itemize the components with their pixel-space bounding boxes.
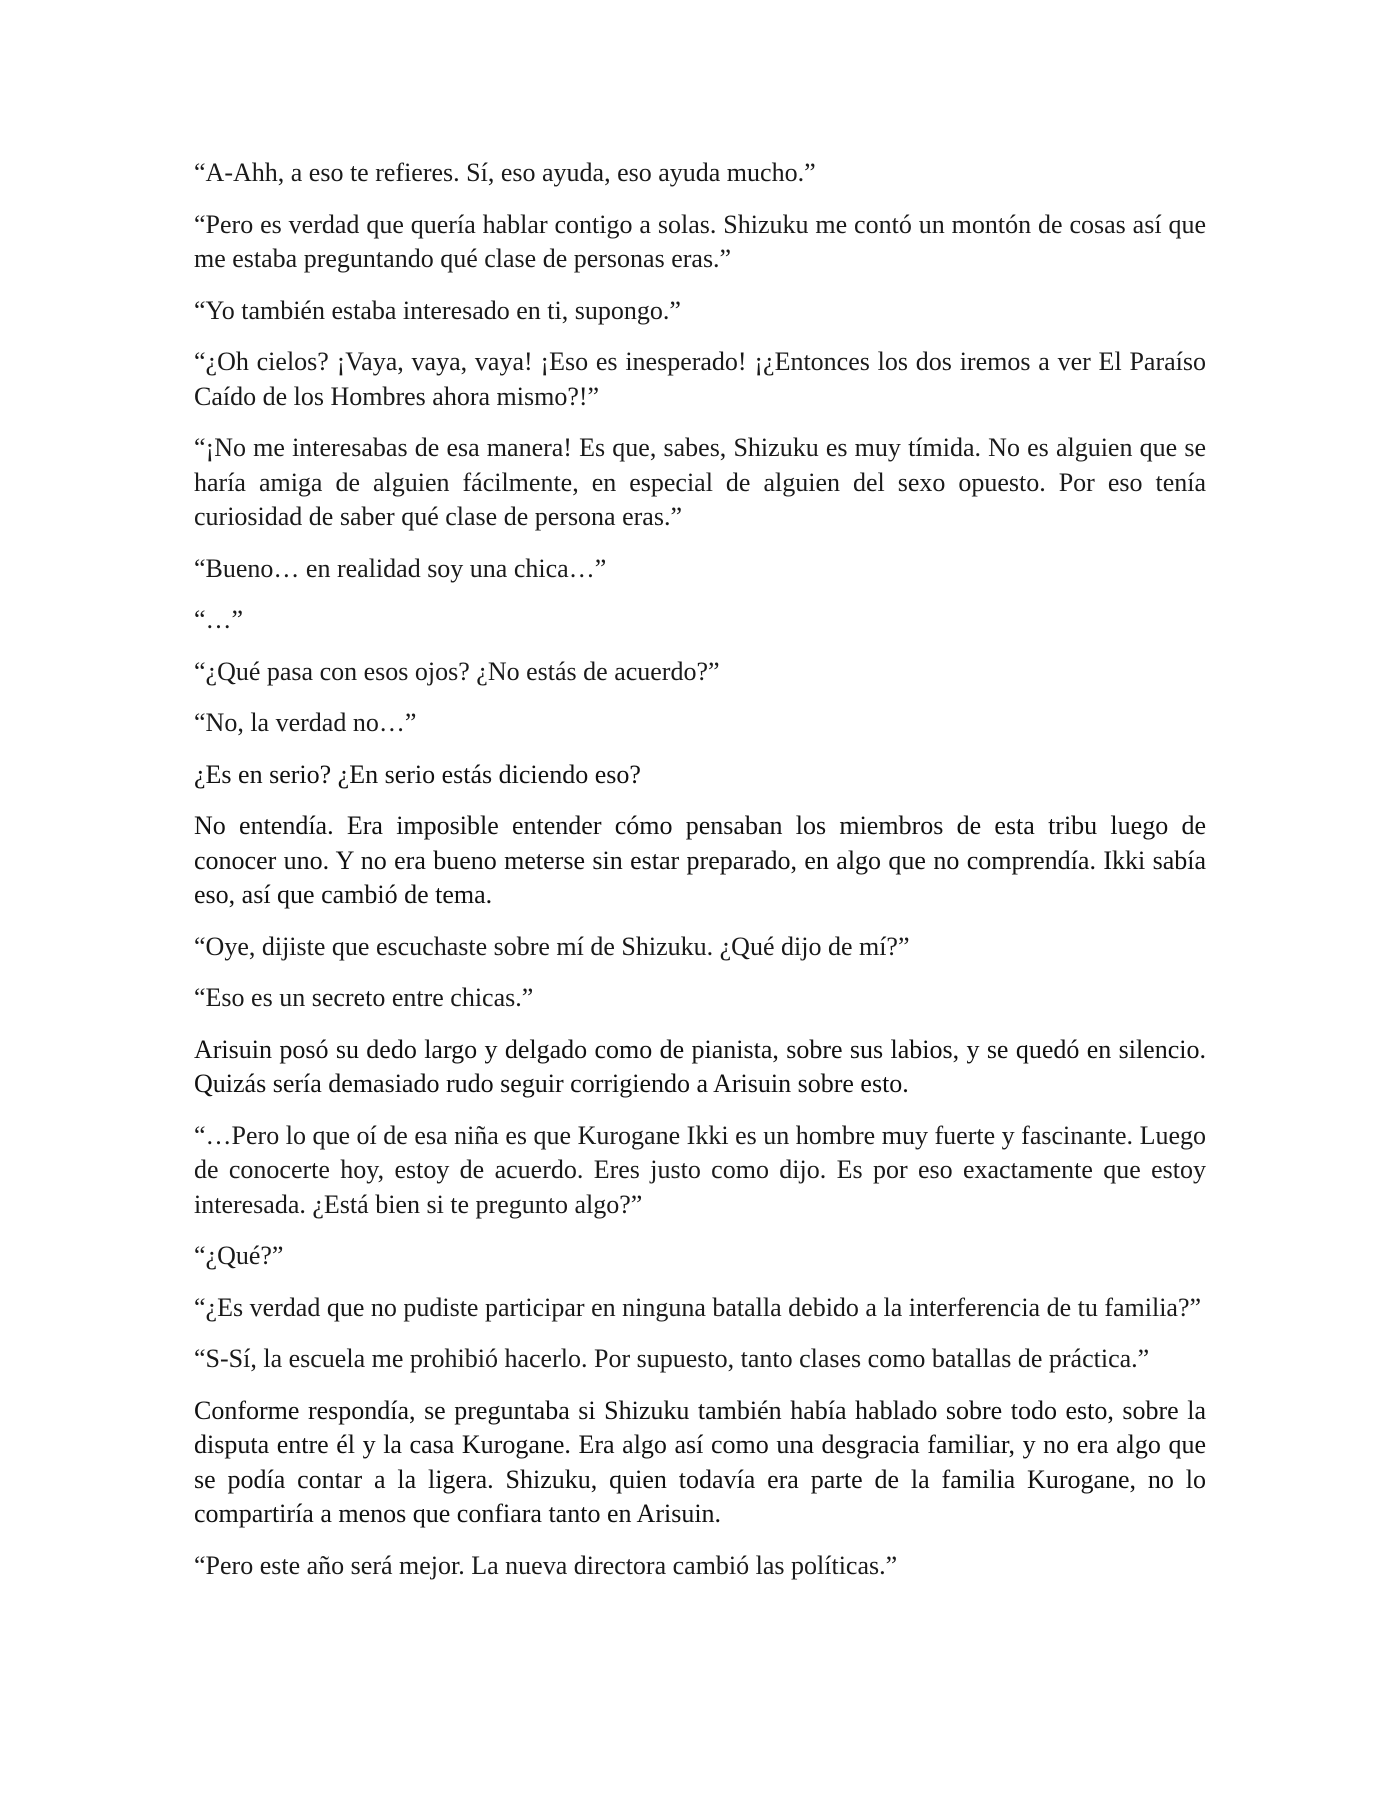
dialogue-paragraph: “No, la verdad no…” xyxy=(194,708,417,737)
dialogue-paragraph: “¿Qué pasa con esos ojos? ¿No estás de acuerdo?” xyxy=(194,656,720,686)
narration-paragraph: No entendía. Era imposible entender cómo pensaban los miembros de esta tribu luego de conocer uno. Y no era bueno meterse sin estar preparado, en algo que no comprendía. Ikki sabía eso, así que cambió de tema. xyxy=(194,811,1206,909)
dialogue-paragraph: “…” xyxy=(194,605,244,634)
dialogue-paragraph: “¿Qué?” xyxy=(194,1241,284,1270)
dialogue-paragraph: “Yo también estaba interesado en ti, supongo.” xyxy=(194,295,681,325)
narration-paragraph: ¿Es en serio? ¿En serio estás diciendo eso? xyxy=(194,759,641,789)
dialogue-paragraph: “Bueno… en realidad soy una chica…” xyxy=(194,553,607,583)
dialogue-paragraph: “S-Sí, la escuela me prohibió hacerlo. Por supuesto, tanto clases como batallas de práctica.” xyxy=(194,1344,1150,1373)
dialogue-paragraph: “¡No me interesabas de esa manera! Es que, sabes, Shizuku es muy tímida. No es alguien que se haría amiga de alguien fácilmente, en especial de alguien del sexo opuesto. Por eso tenía curiosidad de saber qué clase de persona eras.” xyxy=(194,433,1206,531)
dialogue-paragraph: “Eso es un secreto entre chicas.” xyxy=(194,983,534,1012)
narration-paragraph: Arisuin posó su dedo largo y delgado como de pianista, sobre sus labios, y se quedó en silencio. Quizás sería demasiado rudo seguir corrigiendo a Arisuin sobre esto. xyxy=(194,1034,1206,1098)
dialogue-paragraph: “A-Ahh, a eso te refieres. Sí, eso ayuda, eso ayuda mucho.” xyxy=(194,158,816,187)
narration-paragraph: Conforme respondía, se preguntaba si Shizuku también había hablado sobre todo esto, sobre la disputa entre él y la casa Kurogane. Era algo así como una desgracia familiar, y no era algo que se podía contar a la ligera. Shizuku, quien todavía era parte de la familia Kurogane, no lo compartiría a menos que confiara tanto en Arisuin. xyxy=(194,1395,1206,1528)
dialogue-paragraph: “Pero es verdad que quería hablar contigo a solas. Shizuku me contó un montón de cosas así que me estaba preguntando qué clase de personas eras.” xyxy=(194,209,1206,273)
body-text xyxy=(194,156,1206,1600)
dialogue-paragraph: “…Pero lo que oí de esa niña es que Kurogane Ikki es un hombre muy fuerte y fascinante. Luego de conocerte hoy, estoy de acuerdo. Eres justo como dijo. Es por eso exactamente que estoy interesada. ¿Está bien si te pregunto algo?” xyxy=(194,1120,1206,1219)
dialogue-paragraph: “Pero este año será mejor. La nueva directora cambió las políticas.” xyxy=(194,1550,898,1580)
dialogue-paragraph: “¿Oh cielos? ¡Vaya, vaya, vaya! ¡Eso es inesperado! ¡¿Entonces los dos iremos a ver El Paraíso Caído de los Hombres ahora mismo?!” xyxy=(194,347,1206,411)
dialogue-paragraph: “¿Es verdad que no pudiste participar en ninguna batalla debido a la interferencia de tu familia?” xyxy=(194,1292,1202,1322)
dialogue-paragraph: “Oye, dijiste que escuchaste sobre mí de Shizuku. ¿Qué dijo de mí?” xyxy=(194,931,910,961)
